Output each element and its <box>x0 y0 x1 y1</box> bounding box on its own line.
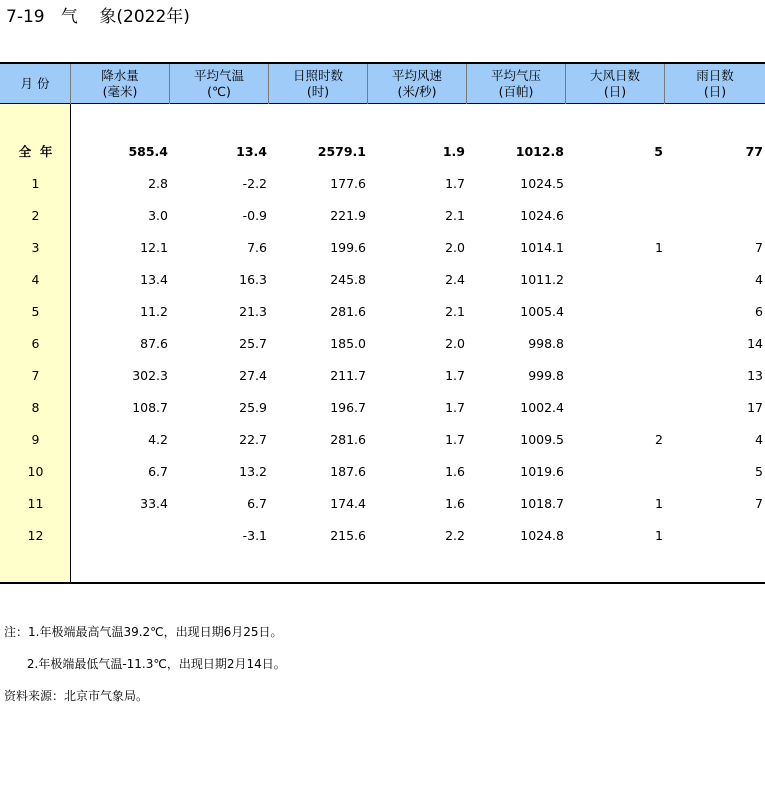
table-header <box>0 62 765 104</box>
cell-month: 1 <box>31 176 40 191</box>
cell-month: 7 <box>31 368 40 383</box>
cell-wind-speed: 1.7 <box>445 176 465 191</box>
cell-gale-days: 1 <box>655 240 663 255</box>
cell-avg-temp: -0.9 <box>242 208 267 223</box>
cell-precipitation: 4.2 <box>148 432 168 447</box>
cell-wind-speed: 2.1 <box>445 304 465 319</box>
table-row <box>0 398 765 418</box>
cell-pressure: 1024.6 <box>520 208 564 223</box>
cell-pressure: 1024.5 <box>520 176 564 191</box>
table-row <box>0 334 765 354</box>
header-label: 雨日数 <box>696 68 734 83</box>
cell-wind-speed: 1.6 <box>445 496 465 511</box>
cell-pressure: 998.8 <box>528 336 564 351</box>
cell-sunshine: 185.0 <box>330 336 366 351</box>
cell-gale-days: 1 <box>655 496 663 511</box>
cell-sunshine: 2579.1 <box>317 144 366 159</box>
cell-avg-temp: -2.2 <box>242 176 267 191</box>
cell-precipitation: 302.3 <box>132 368 168 383</box>
cell-avg-temp: 16.3 <box>239 272 267 287</box>
cell-rain-days: 4 <box>755 272 763 287</box>
cell-wind-speed: 1.6 <box>445 464 465 479</box>
cell-pressure: 1009.5 <box>520 432 564 447</box>
header-wind-speed <box>368 64 467 104</box>
table-row <box>0 206 765 226</box>
cell-gale-days: 5 <box>654 144 663 159</box>
cell-pressure: 999.8 <box>528 368 564 383</box>
cell-sunshine: 196.7 <box>330 400 366 415</box>
header-unit: (℃) <box>207 84 231 99</box>
cell-month: 9 <box>31 432 40 447</box>
cell-rain-days: 6 <box>755 304 763 319</box>
cell-wind-speed: 1.9 <box>442 144 465 159</box>
table-row <box>0 238 765 258</box>
cell-gale-days <box>566 366 665 386</box>
cell-avg-temp: 7.6 <box>247 240 267 255</box>
header-gale-days <box>566 64 665 104</box>
header-month <box>0 64 71 104</box>
cell-rain-days: 7 <box>755 496 763 511</box>
header-unit: (日) <box>603 84 627 99</box>
header-unit: (百帕) <box>498 84 534 99</box>
header-unit: (米/秒) <box>397 84 437 99</box>
cell-rain-days: 13 <box>747 368 763 383</box>
cell-month: 4 <box>31 272 40 287</box>
cell-wind-speed: 2.2 <box>445 528 465 543</box>
cell-pressure: 1005.4 <box>520 304 564 319</box>
table-row <box>0 462 765 482</box>
cell-precipitation: 6.7 <box>148 464 168 479</box>
cell-gale-days <box>566 206 665 226</box>
table-row <box>0 430 765 450</box>
cell-avg-temp: -3.1 <box>242 528 267 543</box>
cell-month: 5 <box>31 304 40 319</box>
header-label: 日照时数 <box>292 68 343 83</box>
cell-sunshine: 211.7 <box>330 368 366 383</box>
footnote: 2.年极端最低气温-11.3℃，出现日期2月14日。 <box>4 657 286 671</box>
cell-avg-temp: 22.7 <box>239 432 267 447</box>
cell-wind-speed: 1.7 <box>445 368 465 383</box>
table-row <box>0 270 765 290</box>
cell-precipitation: 33.4 <box>140 496 168 511</box>
cell-wind-speed: 2.1 <box>445 208 465 223</box>
cell-wind-speed: 1.7 <box>445 432 465 447</box>
cell-rain-days: 4 <box>755 432 763 447</box>
cell-wind-speed: 1.7 <box>445 400 465 415</box>
cell-precipitation: 2.8 <box>148 176 168 191</box>
cell-sunshine: 199.6 <box>330 240 366 255</box>
cell-gale-days <box>566 334 665 354</box>
table-title: 7-19 气 象(2022年) <box>6 7 190 27</box>
table-row <box>0 366 765 386</box>
cell-wind-speed: 2.0 <box>445 336 465 351</box>
cell-month: 8 <box>31 400 40 415</box>
cell-avg-temp: 27.4 <box>239 368 267 383</box>
cell-sunshine: 177.6 <box>330 176 366 191</box>
cell-precipitation: 13.4 <box>140 272 168 287</box>
cell-pressure: 1014.1 <box>520 240 564 255</box>
weather-table <box>0 62 765 584</box>
header-pressure <box>467 64 566 104</box>
cell-pressure: 1019.6 <box>520 464 564 479</box>
cell-gale-days <box>566 302 665 322</box>
cell-month: 11 <box>27 496 44 511</box>
header-label: 月 份 <box>20 76 50 91</box>
table-row <box>0 494 765 514</box>
table-row <box>0 526 765 546</box>
cell-rain-days: 14 <box>747 336 763 351</box>
cell-gale-days <box>566 462 665 482</box>
cell-avg-temp: 6.7 <box>247 496 267 511</box>
cell-gale-days <box>566 270 665 290</box>
cell-pressure: 1018.7 <box>520 496 564 511</box>
cell-sunshine: 221.9 <box>330 208 366 223</box>
cell-sunshine: 215.6 <box>330 528 366 543</box>
cell-rain-days <box>665 206 765 226</box>
cell-pressure: 1011.2 <box>520 272 564 287</box>
cell-avg-temp: 21.3 <box>239 304 267 319</box>
cell-month: 12 <box>27 528 44 543</box>
cell-pressure: 1002.4 <box>520 400 564 415</box>
table-row <box>0 174 765 194</box>
cell-month: 2 <box>31 208 40 223</box>
cell-avg-temp: 25.7 <box>239 336 267 351</box>
header-rain-days <box>665 64 765 104</box>
cell-precipitation: 11.2 <box>140 304 168 319</box>
cell-precipitation: 3.0 <box>148 208 168 223</box>
cell-gale-days <box>566 174 665 194</box>
header-unit: (毫米) <box>102 84 138 99</box>
cell-sunshine: 174.4 <box>330 496 366 511</box>
header-sunshine <box>269 64 368 104</box>
cell-wind-speed: 2.0 <box>445 240 465 255</box>
cell-month: 6 <box>31 336 40 351</box>
table-row <box>0 302 765 322</box>
header-label: 降水量 <box>101 68 139 83</box>
cell-precipitation: 585.4 <box>128 144 168 159</box>
cell-gale-days: 2 <box>655 432 663 447</box>
header-precipitation <box>71 64 170 104</box>
cell-sunshine: 281.6 <box>330 432 366 447</box>
cell-precipitation: 12.1 <box>140 240 168 255</box>
footnote: 注：1.年极端最高气温39.2℃，出现日期6月25日。 <box>4 625 283 639</box>
cell-avg-temp: 13.2 <box>239 464 267 479</box>
cell-rain-days <box>665 174 765 194</box>
source-note: 资料来源：北京市气象局。 <box>4 689 149 703</box>
cell-precipitation <box>71 526 170 546</box>
cell-rain-days: 17 <box>747 400 763 415</box>
cell-rain-days: 7 <box>755 240 763 255</box>
header-unit: (时) <box>306 84 330 99</box>
cell-wind-speed: 2.4 <box>445 272 465 287</box>
table-row-annual <box>0 142 765 162</box>
table-bottom-rule <box>0 582 765 584</box>
cell-precipitation: 87.6 <box>140 336 168 351</box>
cell-sunshine: 281.6 <box>330 304 366 319</box>
cell-rain-days: 5 <box>755 464 763 479</box>
cell-month: 全 年 <box>18 144 53 159</box>
header-unit: (日) <box>703 84 727 99</box>
cell-avg-temp: 13.4 <box>236 144 267 159</box>
cell-rain-days <box>665 526 765 546</box>
header-label: 大风日数 <box>589 68 640 83</box>
header-label: 平均气压 <box>490 68 541 83</box>
cell-gale-days <box>566 398 665 418</box>
cell-sunshine: 187.6 <box>330 464 366 479</box>
cell-avg-temp: 25.9 <box>239 400 267 415</box>
cell-precipitation: 108.7 <box>132 400 168 415</box>
cell-gale-days: 1 <box>655 528 663 543</box>
cell-month: 3 <box>31 240 40 255</box>
header-label: 平均风速 <box>391 68 442 83</box>
cell-month: 10 <box>27 464 44 479</box>
cell-pressure: 1012.8 <box>515 144 564 159</box>
header-avg-temp <box>170 64 269 104</box>
header-label: 平均气温 <box>193 68 244 83</box>
cell-sunshine: 245.8 <box>330 272 366 287</box>
cell-pressure: 1024.8 <box>520 528 564 543</box>
cell-rain-days: 77 <box>745 144 763 159</box>
